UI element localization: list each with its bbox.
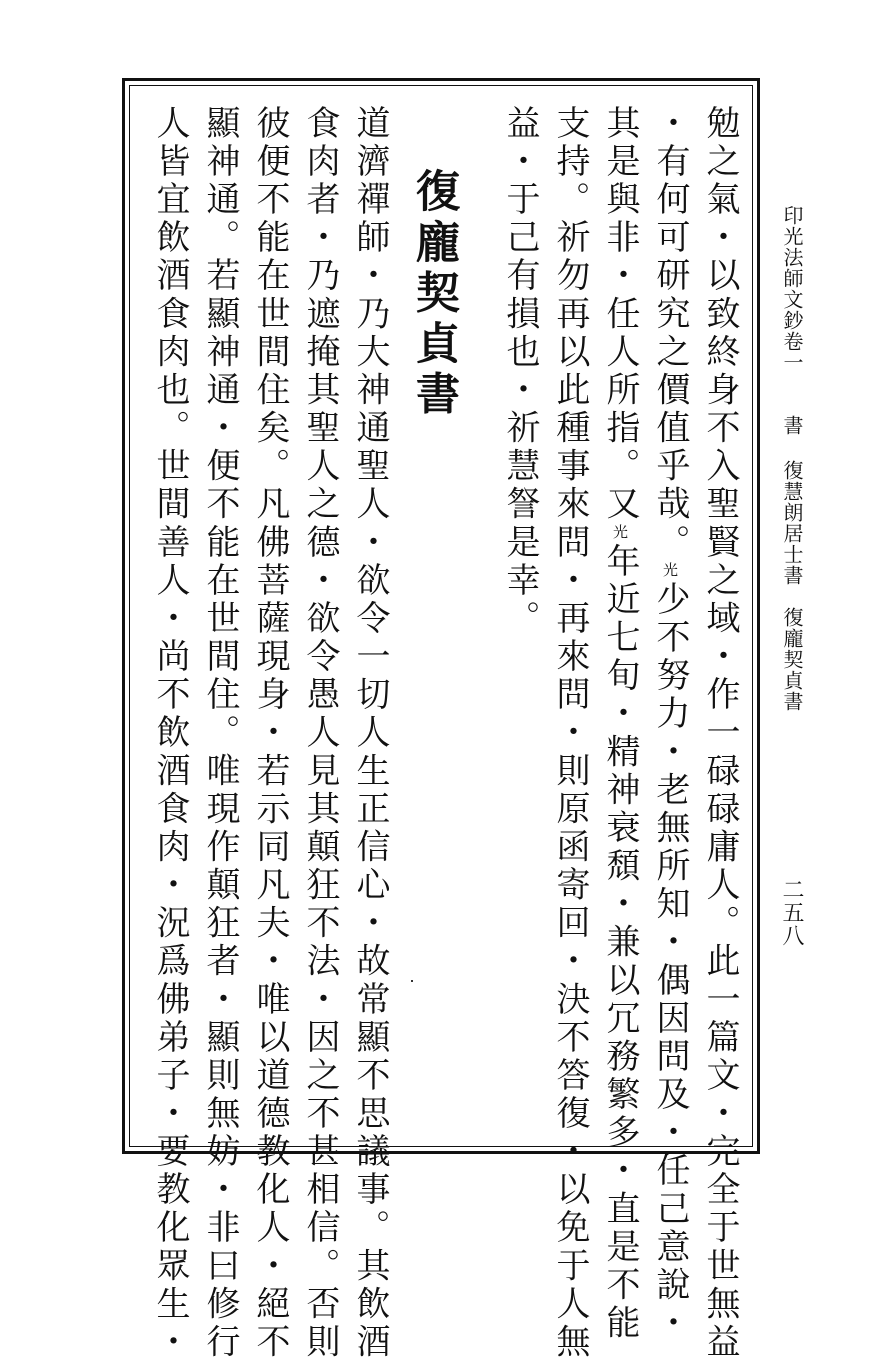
text-column-8: 彼便不能在世間住矣。凡佛菩薩現身・若示同凡夫・唯以道德教化人・絕不 xyxy=(250,105,290,1362)
text-column-6: 道濟禪師・乃大神通聖人・欲令一切人生正信心・故常顯不思議事。其飲酒 xyxy=(350,105,390,1362)
text-column-7: 食肉者・乃遮掩其聖人之德・欲令愚人見其顛狂不法・因之不甚相信。否則 xyxy=(300,105,340,1362)
book-title: 印光法師文鈔卷一 xyxy=(780,205,804,373)
text-column-3: 其是與非・任人所指。又光年近七旬・精神衰頹・兼以冗務繁多・直是不能 xyxy=(600,105,640,1343)
text-column-4: 支持。祈勿再以此種事來問・再來問・則原函寄回・決不答復・以免于人無 xyxy=(550,105,590,1362)
page-number: 二五八 xyxy=(779,878,804,948)
text-column-1: 勉之氣・以致終身不入聖賢之域・作一碌碌庸人。此一篇文・完全于世無益 xyxy=(700,105,740,1362)
text-column-2: ・有何可研究之價值乎哉。光少不努力・老無所知・偶因問及・任己意說・ xyxy=(650,105,690,1343)
section-label: 書 xyxy=(780,415,804,436)
text-column-9: 顯神通。若顯神通・便不能在世間住。唯現作顛狂者・顯則無妨・非曰修行 xyxy=(200,105,240,1362)
letter-title: 復龐契貞書 xyxy=(408,168,459,421)
section-items: 復慧朗居士書 復龐契貞書 xyxy=(780,460,804,712)
small-note: 光 xyxy=(661,561,679,582)
text-column-10: 人皆宜飲酒食肉也。世間善人・尚不飲酒食肉・況爲佛弟子・要教化眾生・ xyxy=(150,105,190,1362)
small-note: 光 xyxy=(611,523,629,543)
text-column-5: 益・于己有損也・祈慧詧是幸。 xyxy=(500,105,540,639)
ink-speck xyxy=(411,980,413,982)
